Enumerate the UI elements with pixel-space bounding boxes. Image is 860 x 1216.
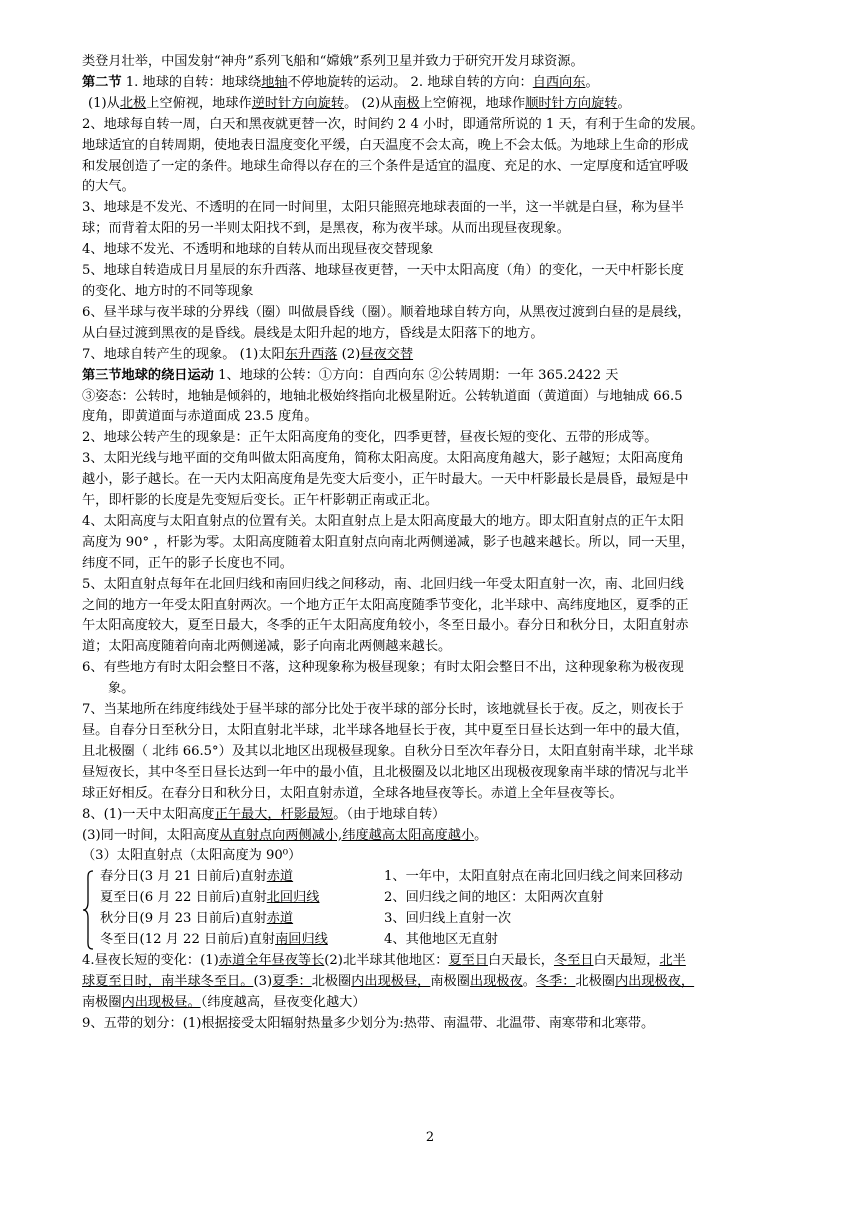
text-line: 2、地球每自转一周，白天和黑夜就更替一次，时间约 2 4 小时，即通常所说的 1 天，有利于生命的发展。 bbox=[82, 116, 704, 132]
text-line: 5、地球自转造成日月星辰的东升西落、地球昼夜更替，一天中太阳高度（角）的变化，一天中杆影长度 bbox=[82, 263, 684, 279]
text-line: 地球适宜的自转周期，使地表日温度变化平缓，白天温度不会太高，晚上不会太低。为地球上生命的形成 bbox=[82, 137, 689, 153]
text-line: 4、地球不发光、不透明和地球的自转从而出现昼夜交替现象 bbox=[82, 242, 434, 258]
text-line: 3、太阳光线与地平面的交角叫做太阳高度角，简称太阳高度。太阳高度角越大，影子越短；太阳高度角 bbox=[82, 451, 684, 467]
text-line: 6、昼半球与夜半球的分界线（圈）叫做晨昏线（圈）。顺着地球自转方向，从黑夜过渡到白昼的是晨线， bbox=[82, 304, 691, 320]
document-body bbox=[82, 52, 782, 1035]
text-line: 类登月壮举，中国发射“神舟”系列飞船和“嫦娥”系列卫星并致力于研究开发月球资源。 bbox=[82, 54, 584, 69]
text-line: 4.昼夜长短的变化：(1)赤道全年昼夜等长(2)北半球其他地区：夏至日白天最长，冬至日白天最短，北半 bbox=[82, 952, 686, 968]
text-line: 昼短夜长，其中冬至日昼长达到一年中的最小值，且北极圈及以北地区出现极夜现象南半球的情况与北半 bbox=[82, 764, 689, 780]
solstice-equinox-list bbox=[82, 867, 782, 951]
text-line: (3)同一时间，太阳高度从直射点向两侧减小,纬度越高太阳高度越小。 bbox=[82, 827, 488, 843]
section-3-line: 第三节地球的绕日运动 1、地球的公转：①方向：自西向东 ②公转周期：一年 365.2422 天 bbox=[82, 367, 619, 383]
text-line: ③姿态：公转时，地轴是倾斜的，地轴北极始终指向北极星附近。公转轨道面（黄道面）与地轴成 66.5 bbox=[82, 388, 683, 404]
curly-brace-icon bbox=[82, 870, 94, 950]
text-line: (1)从北极上空俯视，地球作逆时针方向旋转。 (2)从南极上空俯视，地球作顺时针方向旋转。 bbox=[88, 95, 631, 111]
text-line: 8、(1)一天中太阳高度正午最大，杆影最短。（由于地球自转） bbox=[82, 806, 446, 822]
text-line: 7、地球自转产生的现象。 (1)太阳东升西落 (2)昼夜交替 bbox=[82, 346, 414, 362]
text-line: 9、五带的划分：(1)根据接受太阳辐射热量多少划分为:热带、南温带、北温带、南寒带和北寒带。 bbox=[82, 1015, 655, 1031]
text-line: 2、地球公转产生的现象是：正午太阳高度角的变化，四季更替，昼夜长短的变化、五带的形成等。 bbox=[82, 430, 658, 446]
text-line: 5、太阳直射点每年在北回归线和南回归线之间移动，南、北回归线一年受太阳直射一次，南、北回归线 bbox=[82, 576, 684, 592]
section-heading: 第二节 bbox=[82, 74, 122, 90]
text-line: 的大气。 bbox=[82, 179, 135, 195]
list-item: 春分日(3 月 21 日前后)直射赤道 1、一年中，太阳直射点在南北回归线之间来回移动 bbox=[100, 869, 683, 885]
text-line: 道；太阳高度随着向南北两侧递减，影子向南北两侧越来越长。 bbox=[82, 639, 452, 655]
text-line: 的变化、地方时的不同等现象 bbox=[82, 283, 254, 299]
text-line: 6、有些地方有时太阳会整日不落，这种现象称为极昼现象；有时太阳会整日不出，这种现象称为极夜现 bbox=[82, 660, 684, 676]
text-line: 且北极圈（ 北纬 66.5°）及其以北地区出现极昼现象。自秋分日至次年春分日，太阳直射南半球，北半球 bbox=[82, 743, 694, 759]
text-line: 球正好相反。在春分日和秋分日，太阳直射赤道，全球各地昼夜等长。赤道上全年昼夜等长。 bbox=[82, 785, 623, 801]
text-line: 度角，即黄道面与赤道面成 23.5 度角。 bbox=[82, 409, 318, 425]
text-line: 7、当某地所在纬度纬线处于昼半球的部分比处于夜半球的部分长时，该地就昼长于夜。反之，则夜长于 bbox=[82, 702, 684, 718]
text-line: 从白昼过渡到黑夜的是昏线。晨线是太阳升起的地方，昏线是太阳落下的地方。 bbox=[82, 325, 544, 341]
text-line: 午，即杆影的长度是先变短后变长。正午杆影朝正南或正北。 bbox=[82, 493, 439, 509]
text-line: 球夏至日时，南半球冬至日。(3)夏季：北极圈内出现极昼，南极圈出现极夜。冬季：北极圈内出现极夜， bbox=[82, 973, 695, 989]
list-item: 冬至日(12 月 22 日前后)直射南回归线 4、其他地区无直射 bbox=[100, 932, 498, 948]
text-line: 之间的地方一年受太阳直射两次。一个地方正午太阳高度随季节变化，北半球中、高纬度地区，夏季的正 bbox=[82, 597, 689, 613]
page-number: 2 bbox=[425, 1130, 435, 1145]
text-line: 3、地球是不发光、不透明的在同一时间里，太阳只能照亮地球表面的一半，这一半就是白昼，称为昼半 bbox=[82, 200, 684, 216]
section-2-line: 第二节 1. 地球的自转：地球绕地轴不停地旋转的运动。 2. 地球自转的方向：自西向东。 bbox=[82, 74, 599, 90]
list-item: 夏至日(6 月 22 日前后)直射北回归线 2、回归线之间的地区：太阳两次直射 bbox=[100, 890, 604, 906]
text-line: 昼。自春分日至秋分日，太阳直射北半球，北半球各地昼长于夜，其中夏至日昼长达到一年中的最大值， bbox=[82, 723, 689, 738]
text-line: 象。 bbox=[108, 681, 135, 697]
text-line: 纬度不同，正午的影子长度也不同。 bbox=[82, 555, 293, 571]
text-line: 球；而背着太阳的另一半则太阳找不到，是黑夜，称为夜半球。从而出现昼夜现象。 bbox=[82, 221, 570, 237]
text-line: 高度为 90° ，杆影为零。太阳高度随着太阳直射点向南北两侧递减，影子也越来越长。所以，同一天里， bbox=[82, 534, 695, 550]
section-heading: 第三节地球的绕日运动 bbox=[82, 367, 214, 383]
text-line: 越小，影子越长。在一天内太阳高度角是先变大后变小，正午时最大。一天中杆影最长是晨昏，最短是中 bbox=[82, 472, 689, 488]
text-line: 和发展创造了一定的条件。地球生命得以存在的三个条件是适宜的温度、充足的水、一定厚度和适宜呼吸 bbox=[82, 158, 689, 174]
text-line: 午太阳高度较大，夏至日最大，冬季的正午太阳高度角较小，冬至日最小。春分日和秋分日，太阳直射赤 bbox=[82, 618, 689, 634]
text-line: （3）太阳直射点（太阳高度为 90⁰） bbox=[82, 848, 302, 864]
text-line: 4、太阳高度与太阳直射点的位置有关。太阳直射点上是太阳高度最大的地方。即太阳直射点的正午太阳 bbox=[82, 513, 684, 529]
text-line: 南极圈内出现极昼。（纬度越高，昼夜变化越大） bbox=[82, 994, 366, 1010]
list-item: 秋分日(9 月 23 日前后)直射赤道 3、回归线上直射一次 bbox=[100, 911, 512, 927]
